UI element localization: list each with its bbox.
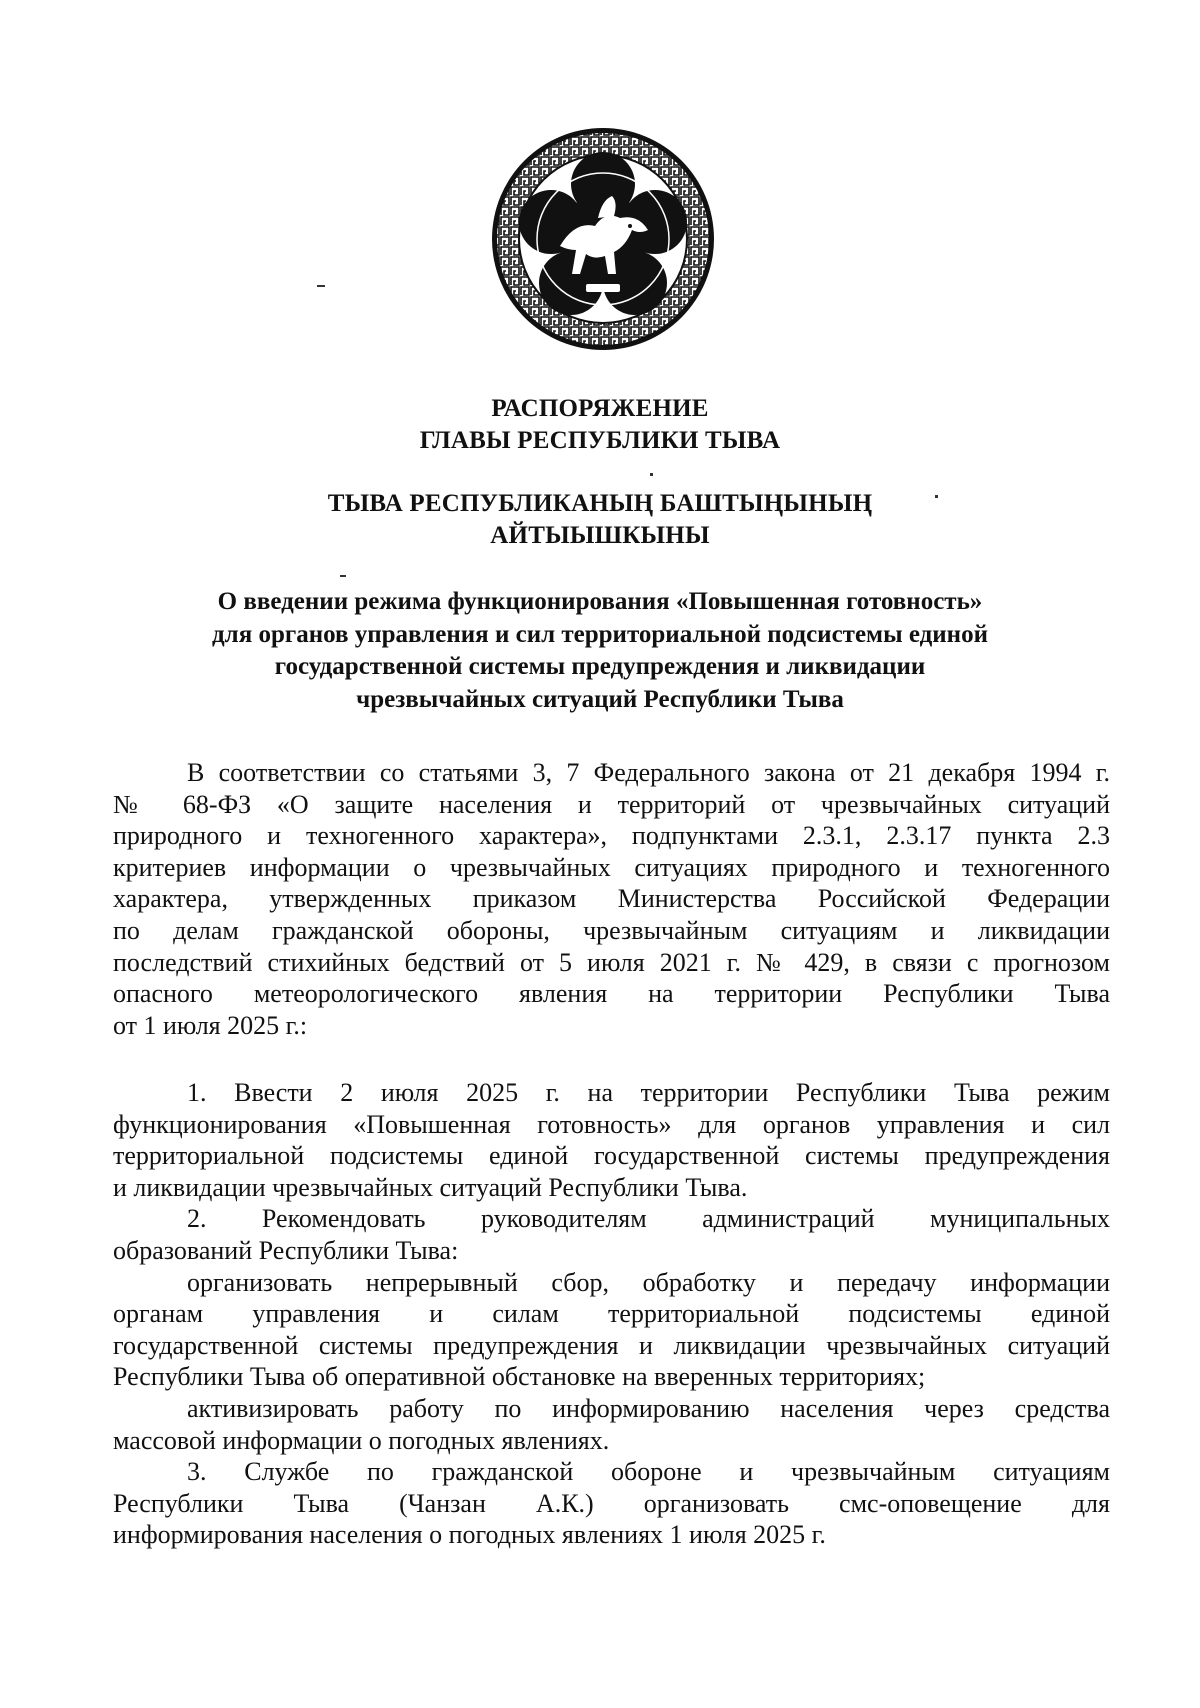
document-header-ru [0,393,1200,457]
text-line: характера, утвержденных приказом Министерства Российской Федерации [113,884,1110,914]
item-2-subitem-line: государственной системы предупреждения и ликвидации чрезвычайных ситуаций [113,1330,1110,1360]
text-line: от 1 июля 2025 г.: [113,1010,308,1040]
scan-mark [650,473,653,476]
text-line: опасного метеорологического явления на территории Республики Тыва [113,979,1110,1009]
document-title [0,586,1200,716]
title-line: государственной системы предупреждения и ликвидации [274,653,926,680]
item-2-line: образований Республики Тыва: [113,1235,459,1265]
item-2-line: 2. Рекомендовать руководителям администраций муниципальных [187,1204,1110,1234]
scan-mark [317,285,325,287]
header-title-line: РАСПОРЯЖЕНИЕ [491,395,709,422]
item-2-subitem-line: массовой информации о погодных явлениях. [113,1425,610,1455]
text-line: по делам гражданской обороны, чрезвычайным ситуациям и ликвидации [113,915,1110,945]
item-2-subitem-line: организовать непрерывный сбор, обработку и передачу информации [187,1267,1110,1297]
text-line: природного и техногенного характера», подпунктами 2.3.1, 2.3.17 пункта 2.3 [113,821,1110,851]
header-title-line: ГЛАВЫ РЕСПУБЛИКИ ТЫВА [419,427,781,454]
header-title-line: ТЫВА РЕСПУБЛИКАНЫҢ БАШТЫҢЫНЫҢ [327,490,873,517]
item-2-subitem-line: органам управления и силам территориальной подсистемы единой [113,1299,1110,1329]
item-1-line: 1. Ввести 2 июля 2025 г. на территории Республики Тыва режим [187,1078,1110,1107]
preamble-paragraph [113,757,1110,1041]
scan-mark [340,575,346,577]
item-3-line: информирования населения о погодных явлениях 1 июля 2025 г. [113,1520,826,1550]
text-line: В соответствии со статьями 3, 7 Федерального закона от 21 декабря 1994 г. [187,758,1110,787]
document-header-tyv [0,488,1200,552]
item-1-line: территориальной подсистемы единой государственной системы предупреждения [113,1141,1110,1171]
item-3-line: Республики Тыва (Чанзан А.К.) организовать смс-оповещение для [113,1488,1110,1518]
item-2-subitem-line: Республики Тыва об оперативной обстановке на вверенных территориях; [113,1362,926,1392]
title-line: О введении режима функционирования «Повышенная готовность» [217,588,983,615]
tuva-coat-of-arms-icon [490,126,716,352]
item-1-line: функционирования «Повышенная готовность» для органов управления и сил [113,1109,1110,1139]
item-3-line: 3. Службе по гражданской обороне и чрезвычайным ситуациям [187,1457,1110,1487]
item-2-subitem-line: активизировать работу по информированию населения через средства [187,1393,1110,1423]
header-title-line: АЙТЫЫШКЫНЫ [490,522,710,549]
title-line: для органов управления и сил территориальной подсистемы единой [212,620,988,648]
item-1-line: и ликвидации чрезвычайных ситуаций Республики Тыва. [113,1172,748,1202]
text-line: № 68-ФЗ «О защите населения и территорий от чрезвычайных ситуаций [113,789,1110,819]
order-items [113,1077,1110,1551]
text-line: последствий стихийных бедствий от 5 июля 2021 г. № 429, в связи с прогнозом [113,947,1110,977]
text-line: критериев информации о чрезвычайных ситуациях природного и техногенного [113,852,1110,882]
title-line: чрезвычайных ситуаций Республики Тыва [356,685,844,713]
